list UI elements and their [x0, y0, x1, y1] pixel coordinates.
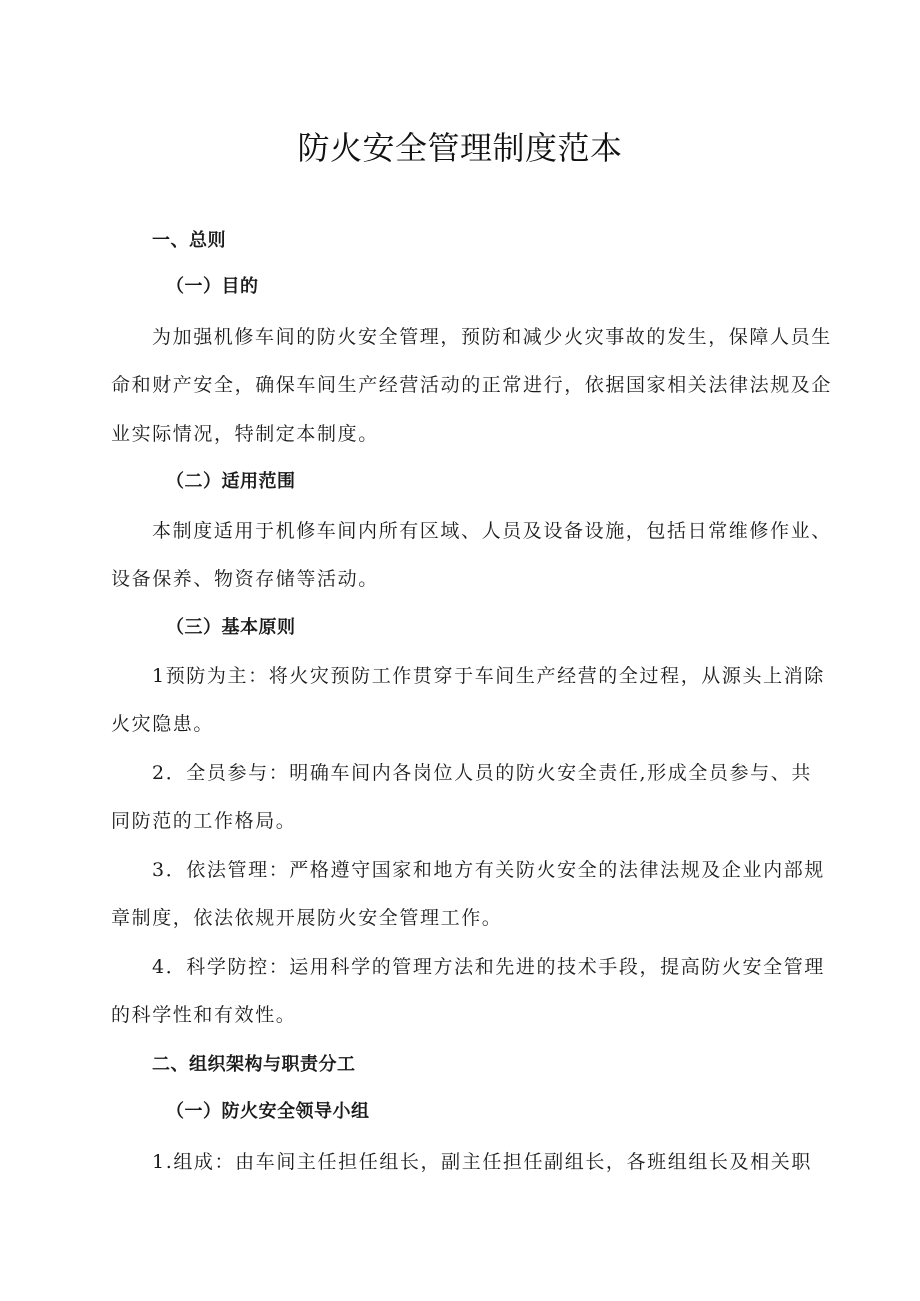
- paragraph-line: 为加强机修车间的防火安全管理，预防和减少火灾事故的发生，保障人员生: [152, 326, 832, 348]
- document-title: 防火安全管理制度范本: [297, 129, 623, 167]
- paragraph-line: 1.组成：由车间主任担任组长，副主任担任副组长，各班组组长及相关职: [152, 1151, 812, 1173]
- paragraph-line: 4．科学防控：运用科学的管理方法和先进的技术手段，提高防火安全管理: [152, 956, 825, 978]
- paragraph-line: 1预防为主：将火灾预防工作贯穿于车间生产经营的全过程，从源头上消除: [152, 665, 825, 687]
- paragraph-line: 同防范的工作格局。: [111, 810, 297, 832]
- paragraph-line: 火灾隐患。: [111, 713, 215, 735]
- section-heading-organization: 二、组织架构与职责分工: [152, 1054, 356, 1075]
- paragraph-line: 命和财产安全，确保车间生产经营活动的正常进行，依据国家相关法律法规及企: [111, 374, 833, 396]
- paragraph-line: 章制度，依法依规开展防火安全管理工作。: [111, 907, 503, 929]
- paragraph-line: 设备保养、物资存储等活动。: [111, 568, 379, 590]
- subsection-heading-scope: （二）适用范围: [166, 471, 296, 492]
- subsection-heading-leadership-group: （一）防火安全领导小组: [166, 1101, 370, 1122]
- paragraph-line: 2．全员参与：明确车间内各岗位人员的防火安全责任,形成全员参与、共: [152, 762, 812, 784]
- section-heading-general: 一、总则: [152, 230, 226, 251]
- paragraph-line: 3．依法管理：严格遵守国家和地方有关防火安全的法律法规及企业内部规: [152, 859, 825, 881]
- paragraph-line: 的科学性和有效性。: [111, 1004, 297, 1026]
- subsection-heading-principles: （三）基本原则: [166, 617, 296, 638]
- paragraph-line: 本制度适用于机修车间内所有区域、人员及设备设施，包括日常维修作业、: [152, 520, 832, 542]
- paragraph-line: 业实际情况，特制定本制度。: [111, 423, 379, 445]
- subsection-heading-purpose: （一）目的: [166, 276, 259, 297]
